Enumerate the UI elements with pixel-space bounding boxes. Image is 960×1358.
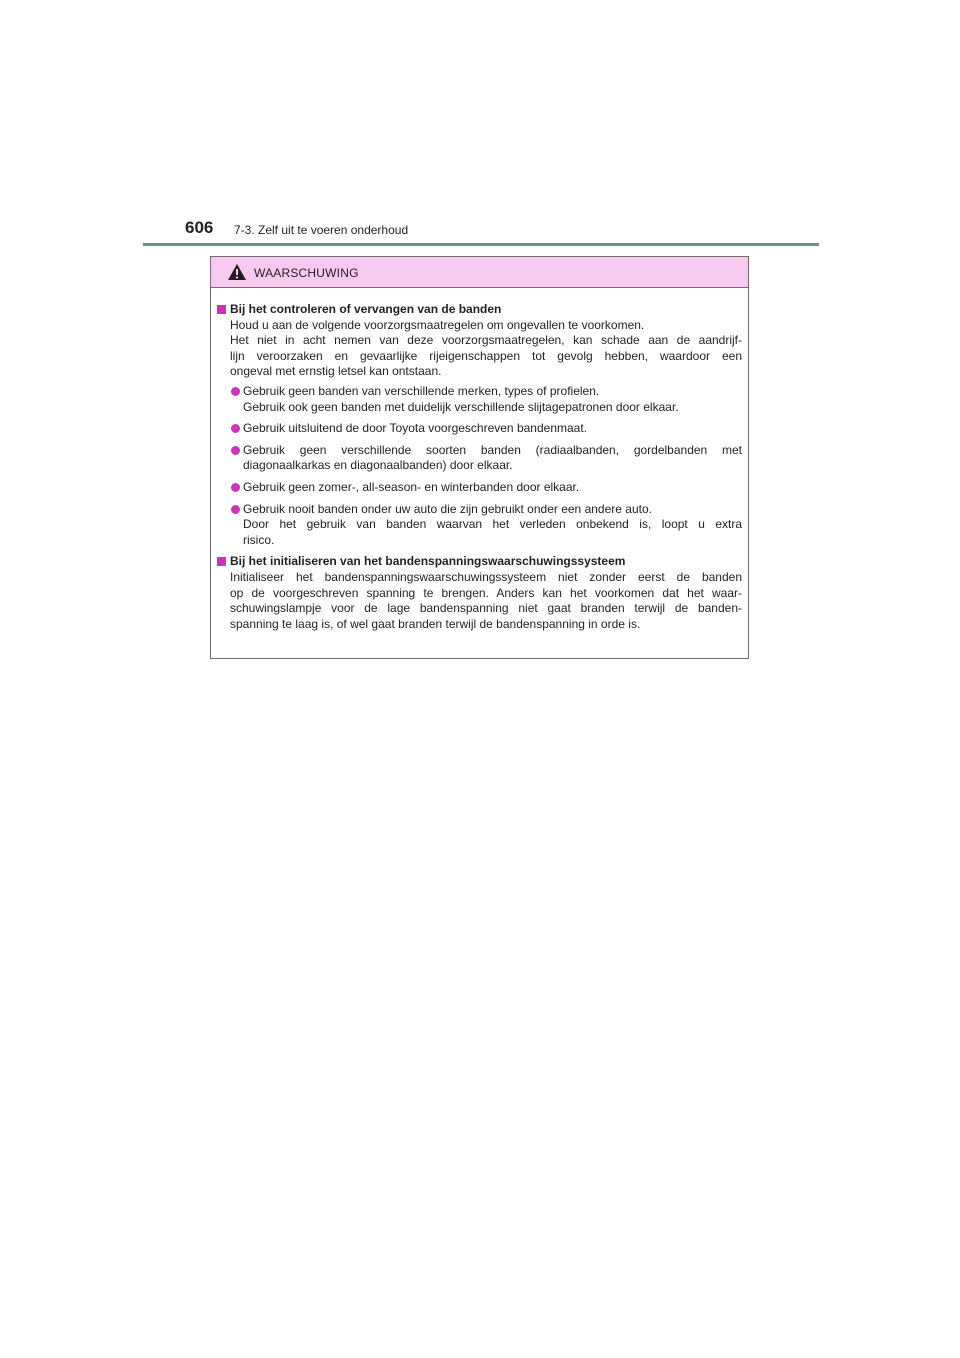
round-bullet-icon (231, 505, 240, 514)
warning-body (211, 288, 748, 632)
section-heading: Bij het controleren of vervangen van de banden (230, 302, 502, 316)
list-item (230, 502, 742, 549)
round-bullet-icon (231, 387, 240, 396)
list-item-line: Gebruik geen verschillende soorten banden (radiaalbanden, gordelbanden met (243, 442, 742, 457)
round-bullet-icon (231, 446, 240, 455)
page-number: 606 (185, 218, 214, 237)
warning-header (211, 257, 748, 288)
paragraph-line: op de voorgeschreven spanning te brengen. Anders kan het voorkomen dat het waar- (230, 585, 742, 600)
list-item (230, 443, 742, 474)
paragraph-line: Houd u aan de volgende voorzorgsmaatregelen om ongevallen te voorkomen. (230, 317, 645, 332)
list-item-line: Gebruik geen zomer-, all-season- en winterbanden door elkaar. (243, 479, 580, 494)
paragraph-line: Initialiseer het bandenspanningswaarschuwingssysteem niet zonder eerst de banden (230, 569, 742, 584)
list-item (230, 421, 742, 437)
paragraph-line: spanning te laag is, of wel gaat branden terwijl de bandenspanning in orde is. (230, 616, 641, 631)
section-paragraph (230, 318, 742, 380)
warning-triangle-icon (227, 263, 247, 281)
list-item-line: diagonaalkarkas en diagonaalbanden) door elkaar. (243, 458, 513, 473)
section-heading: Bij het initialiseren van het bandenspanningswaarschuwingssysteem (230, 554, 626, 569)
square-bullet-icon (217, 557, 226, 566)
list-item-line: Gebruik uitsluitend de door Toyota voorgeschreven bandenmaat. (243, 421, 587, 436)
section-title: 7-3. Zelf uit te voeren onderhoud (234, 223, 409, 237)
round-bullet-icon (231, 424, 240, 433)
list-item (230, 480, 742, 496)
header-rule (143, 243, 819, 246)
round-bullet-icon (231, 483, 240, 492)
warning-title: WAARSCHUWING (254, 266, 359, 280)
warning-box (210, 256, 749, 659)
paragraph-line: Het niet in acht nemen van deze voorzorgsmaatregelen, kan schade aan de aandrijf- (230, 333, 742, 348)
paragraph-line: ongeval met ernstig letsel kan ontstaan. (230, 364, 442, 379)
list-item (230, 384, 742, 415)
warning-section-tpms (217, 554, 742, 632)
list-item-line: Door het gebruik van banden waarvan het verleden onbekend is, loopt u extra (243, 517, 742, 532)
square-bullet-icon (217, 305, 226, 314)
section-paragraph (230, 570, 742, 632)
list-item-line: Gebruik geen banden van verschillende merken, types of profielen. (243, 383, 600, 398)
paragraph-line: schuwingslampje voor de lage bandenspanning niet gaat branden terwijl de banden- (230, 601, 742, 616)
list-item-line: risico. (243, 532, 275, 547)
paragraph-line: lijn veroorzaken en gevaarlijke rijeigenschappen tot gevolg hebben, waardoor een (230, 348, 742, 363)
list-item-line: Gebruik nooit banden onder uw auto die zijn gebruikt onder een andere auto. (243, 501, 652, 516)
list-item-line: Gebruik ook geen banden met duidelijk verschillende slijtagepatronen door elkaar. (243, 399, 679, 414)
warning-section-tires (217, 302, 742, 548)
